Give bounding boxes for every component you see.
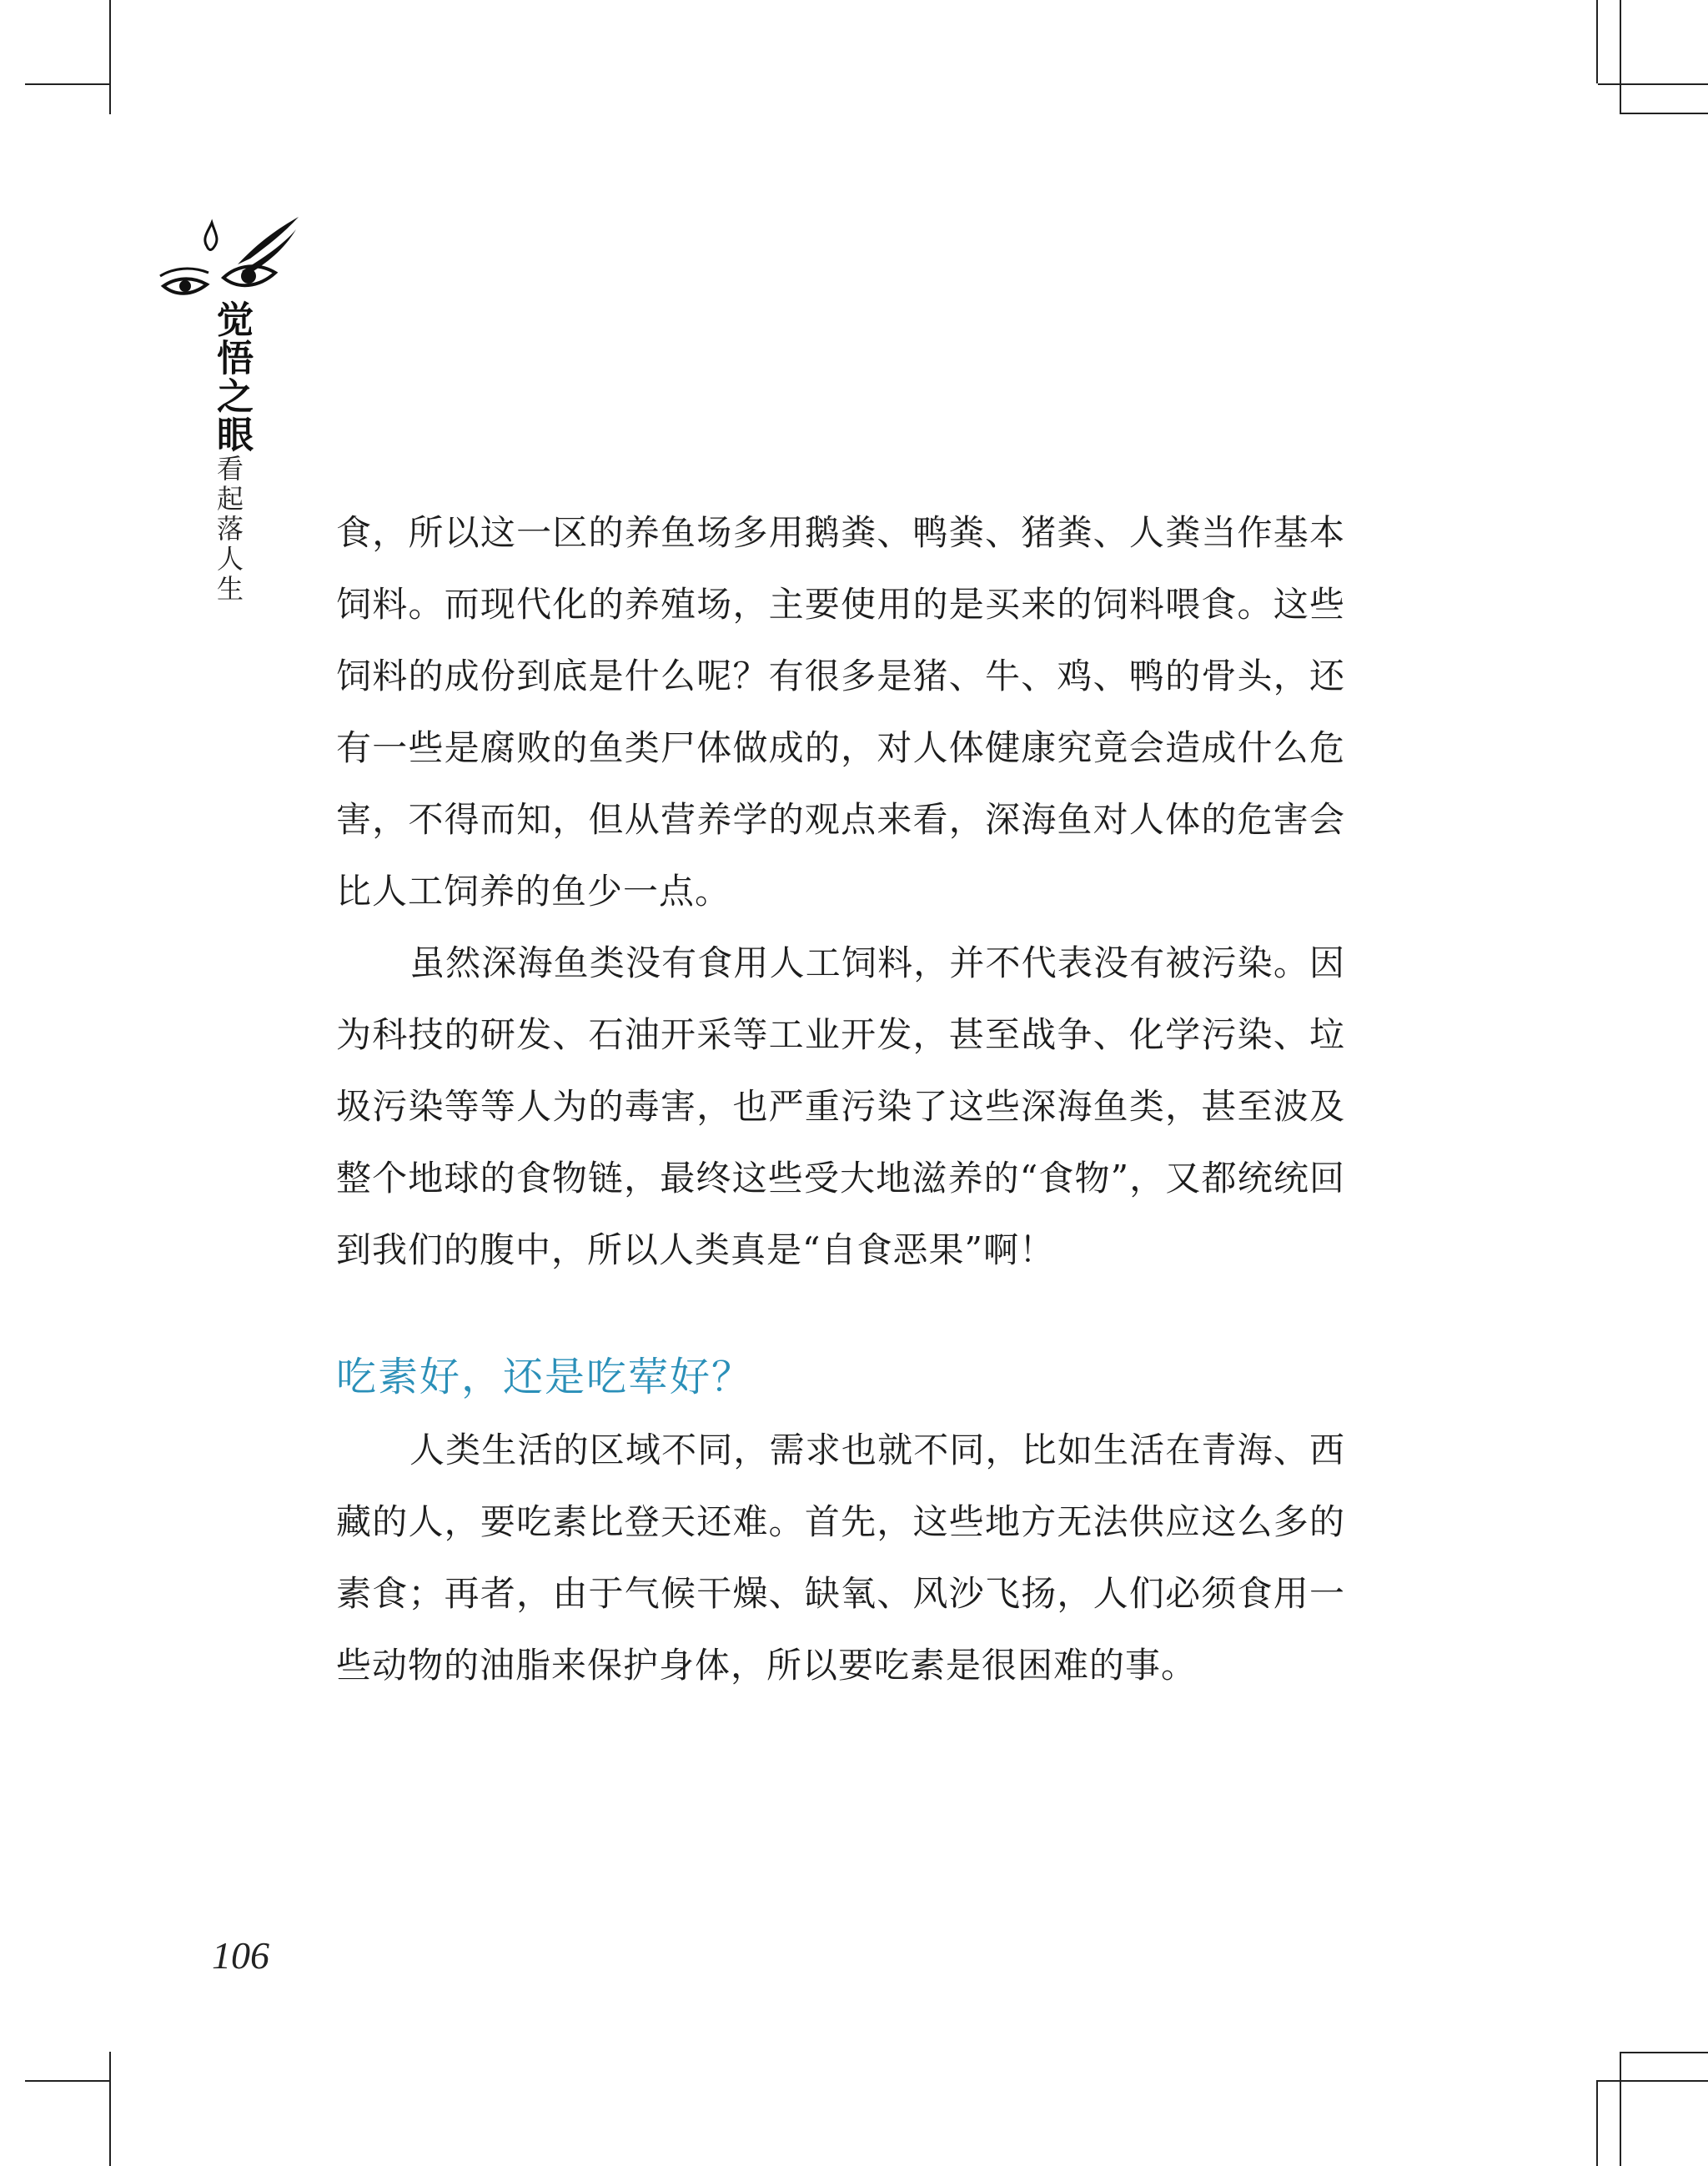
crop-mark-bottom-right-v2 (1620, 2052, 1621, 2166)
crop-mark-bottom-left-v (109, 2052, 111, 2166)
crop-mark-bottom-right-v (1596, 2080, 1598, 2166)
page-body (336, 497, 1345, 1701)
crop-mark-bottom-left-h (25, 2080, 111, 2082)
crop-mark-top-left-h (25, 83, 111, 85)
section-heading: 吃素好，还是吃荤好？ (336, 1354, 754, 1400)
crop-mark-top-right-h2 (1620, 113, 1708, 114)
crop-mark-top-right-v (1596, 0, 1598, 83)
paragraph-3: 人类生活的区域不同，需求也就不同，比如生活在青海、西藏的人，要吃素比登天还难。首先，这些地方无法供应这么多的素食；再者，由于气候干燥、缺氧、风沙飞扬，人们必须食用一些动物的油脂来保护身体，所以要吃素是很困难的事。 (336, 1430, 1345, 1686)
crop-mark-bottom-right-h (1598, 2080, 1708, 2082)
page-number: 106 (212, 1934, 269, 1977)
paragraph-2: 虽然深海鱼类没有食用人工饲料，并不代表没有被污染。因为科技的研发、石油开采等工业开发，甚至战争、化学污染、垃圾污染等等人为的毒害，也严重污染了这些深海鱼类，甚至波及整个地球的食物链，最终这些受大地滋养的“食物”，又都统统回到我们的腹中，所以人类真是“自食恶果”啊！ (336, 942, 1345, 1270)
crop-mark-bottom-right-h2 (1620, 2052, 1708, 2053)
crop-mark-top-right-h (1598, 83, 1708, 85)
paragraph-1: 食，所以这一区的养鱼场多用鹅粪、鸭粪、猪粪、人粪当作基本饲料。而现代化的养殖场，主要使用的是买来的饲料喂食。这些饲料的成份到底是什么呢？有很多是猪、牛、鸡、鸭的骨头，还有一些是腐败的鱼类尸体做成的，对人体健康究竟会造成什么危害，不得而知，但从营养学的观点来看，深海鱼对人体的危害会比人工饲养的鱼少一点。 (336, 512, 1345, 912)
crop-mark-top-right-v2 (1620, 0, 1621, 114)
book-subtitle: 看起落人生 (213, 455, 244, 605)
crop-mark-top-left-v (109, 0, 111, 114)
series-title: 觉悟之眼 (210, 300, 253, 454)
eyes-logo-icon (158, 213, 300, 304)
